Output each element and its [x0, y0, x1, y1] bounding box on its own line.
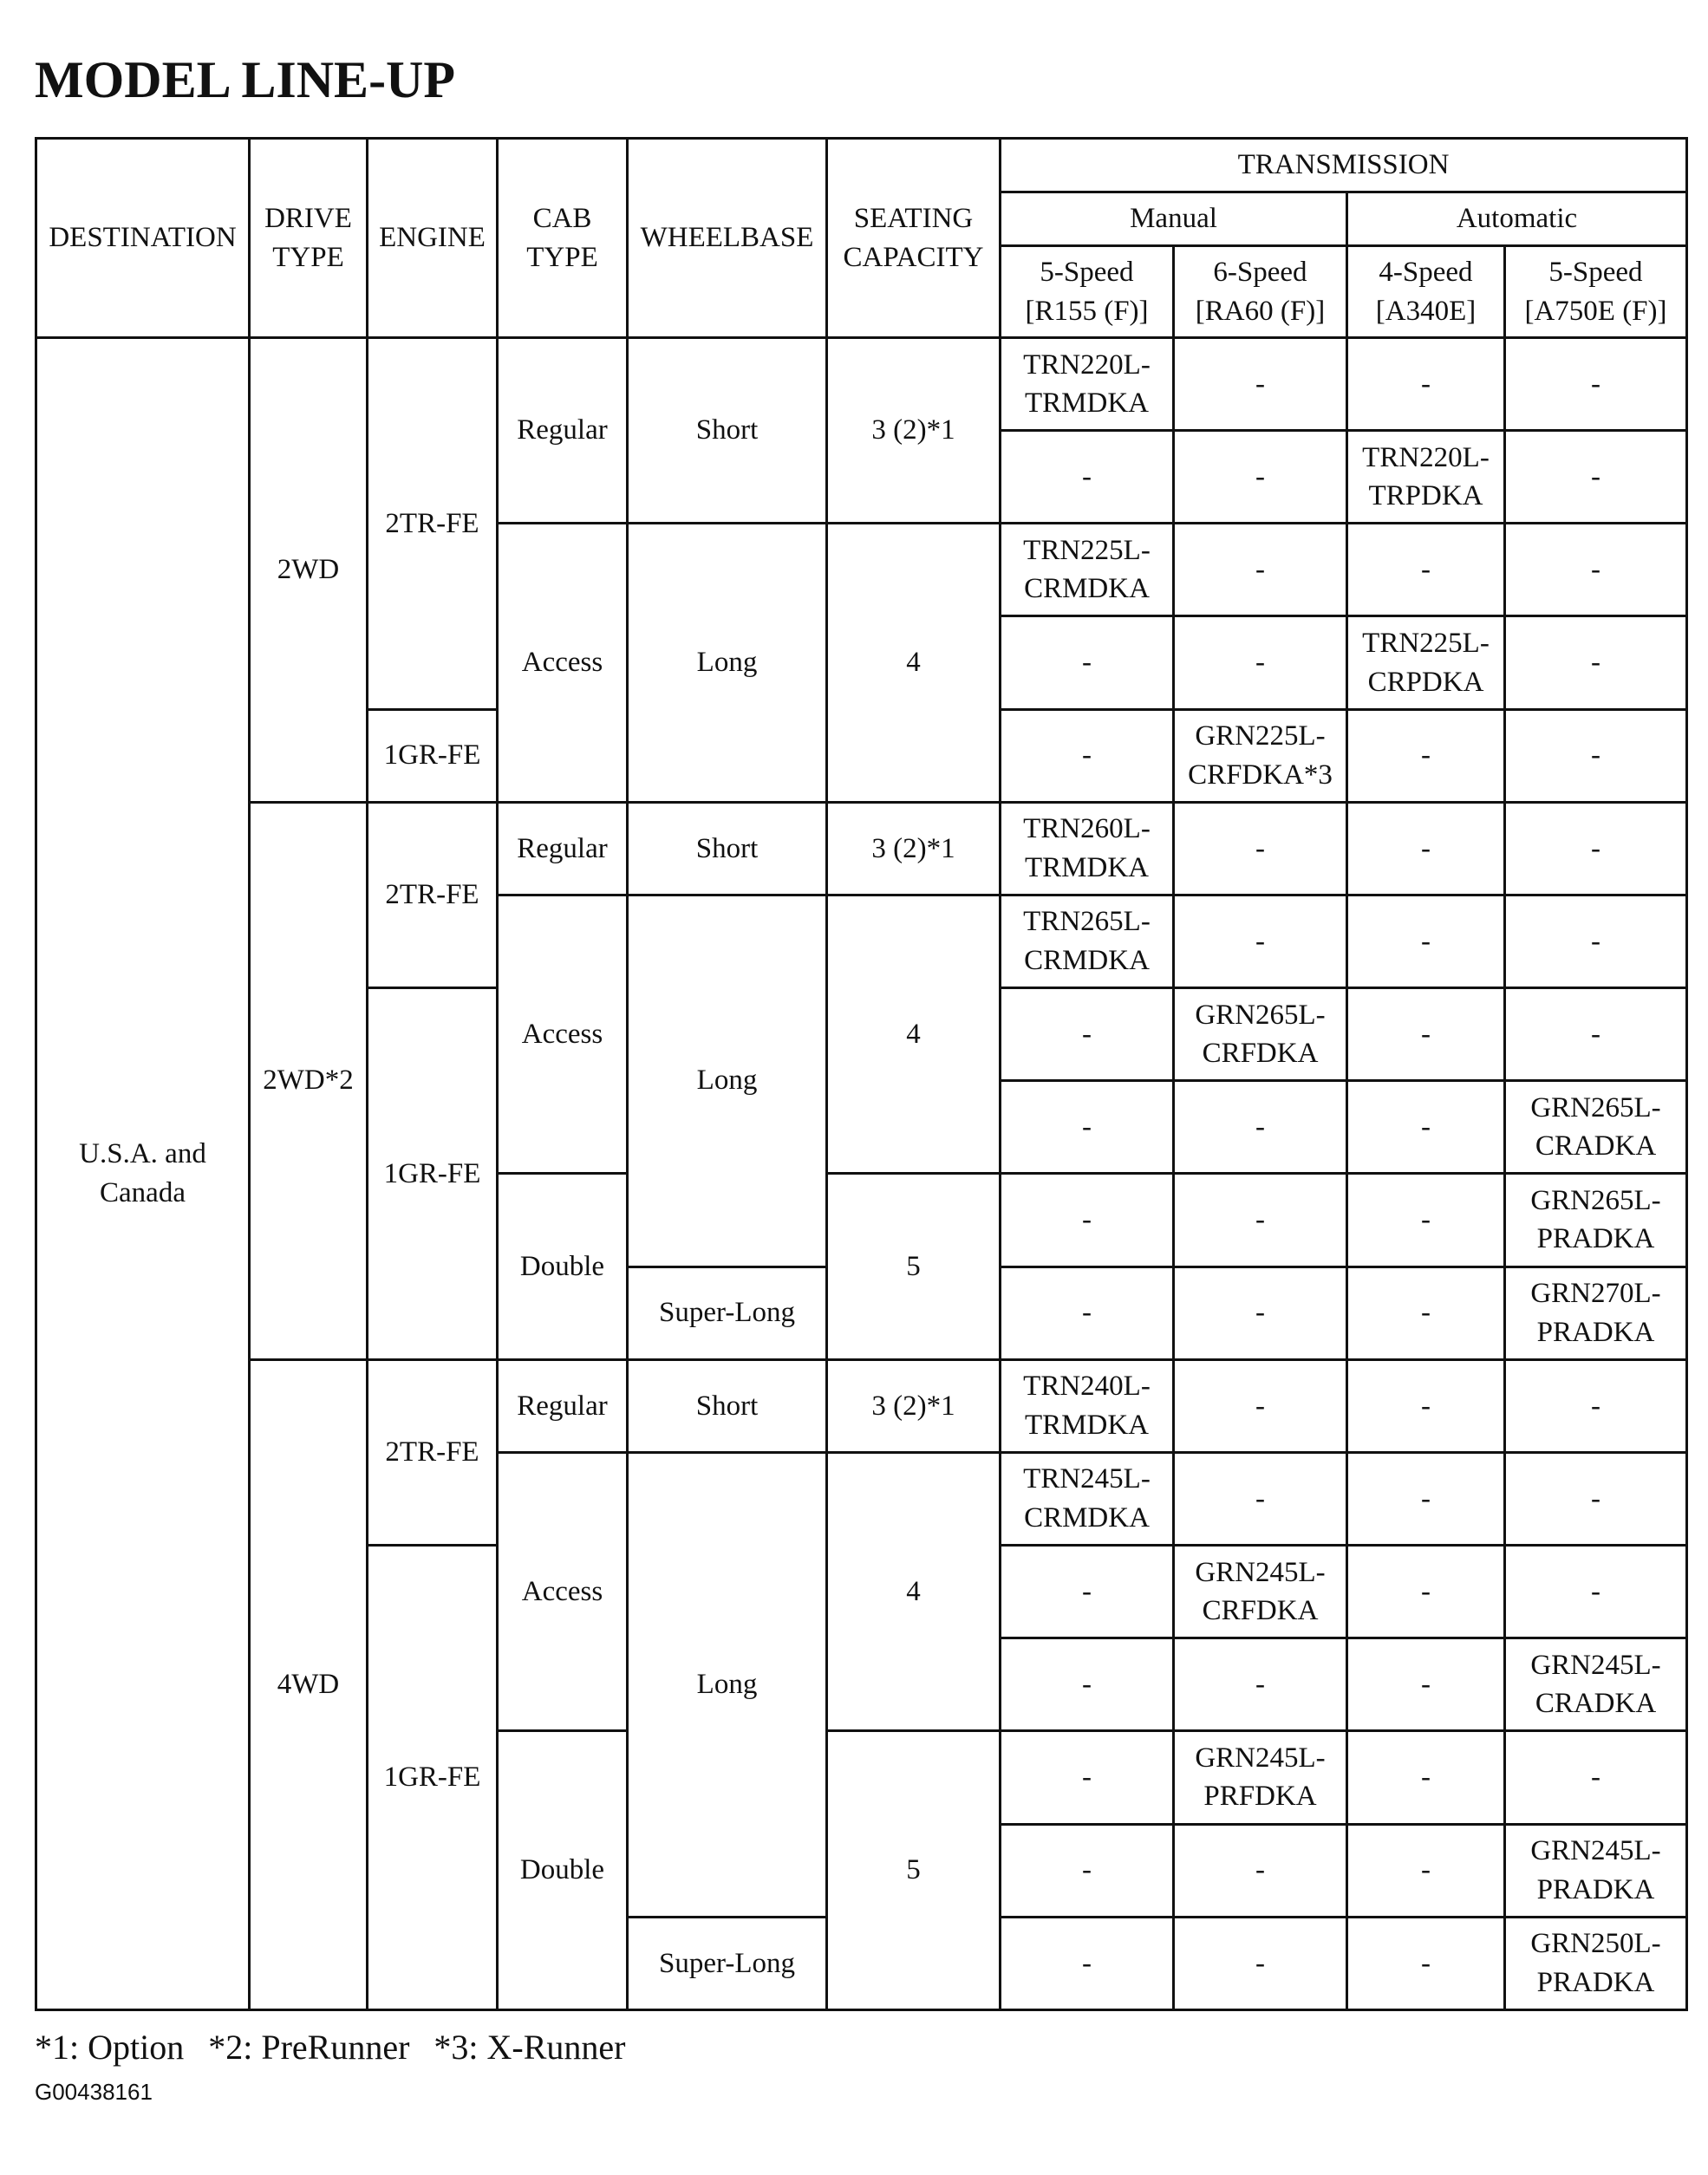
- model-cell: -: [1001, 1638, 1174, 1731]
- model-cell: -: [1174, 338, 1347, 431]
- header-manual-6-speed: 6-Speed [RA60 (F)]: [1174, 246, 1347, 338]
- model-cell: TRN225L-CRPDKA: [1347, 616, 1505, 709]
- cab-type-cell: Access: [498, 524, 628, 802]
- model-cell: -: [1505, 802, 1687, 895]
- drive-type-cell: 2WD: [250, 338, 368, 803]
- seating-cell: 5: [827, 1174, 1001, 1359]
- header-manual-5-speed: 5-Speed [R155 (F)]: [1001, 246, 1174, 338]
- footnote-prerunner: *2: PreRunner: [208, 2028, 410, 2067]
- model-cell: -: [1001, 1917, 1174, 2009]
- model-cell: TRN225L-CRMDKA: [1001, 524, 1174, 616]
- model-cell: -: [1174, 802, 1347, 895]
- model-cell: -: [1174, 1824, 1347, 1917]
- cab-type-cell: Regular: [498, 1359, 628, 1452]
- header-destination: DESTINATION: [36, 139, 250, 338]
- model-cell: -: [1174, 524, 1347, 616]
- model-cell: -: [1347, 1359, 1505, 1452]
- model-cell: GRN250L-PRADKA: [1505, 1917, 1687, 2009]
- model-cell: GRN265L-CRADKA: [1505, 1081, 1687, 1174]
- model-cell: -: [1174, 1452, 1347, 1545]
- model-cell: -: [1174, 895, 1347, 987]
- model-cell: -: [1505, 988, 1687, 1081]
- model-cell: -: [1347, 1638, 1505, 1731]
- model-cell: -: [1347, 802, 1505, 895]
- model-cell: -: [1505, 1546, 1687, 1638]
- footnote-x-runner: *3: X-Runner: [434, 2028, 626, 2067]
- engine-cell: 1GR-FE: [368, 1546, 498, 2010]
- wheelbase-cell: Long: [628, 895, 827, 1267]
- model-cell: GRN270L-PRADKA: [1505, 1267, 1687, 1359]
- seating-cell: 4: [827, 1452, 1001, 1730]
- model-cell: -: [1001, 431, 1174, 524]
- footnotes: [35, 2027, 642, 2068]
- wheelbase-cell: Short: [628, 802, 827, 895]
- cab-type-cell: Double: [498, 1731, 628, 2010]
- engine-cell: 2TR-FE: [368, 338, 498, 710]
- figure-code: G00438161: [35, 2079, 153, 2105]
- model-cell: TRN240L-TRMDKA: [1001, 1359, 1174, 1452]
- model-cell: -: [1347, 1824, 1505, 1917]
- model-cell: -: [1347, 1174, 1505, 1267]
- engine-cell: 1GR-FE: [368, 988, 498, 1360]
- wheelbase-cell: Super-Long: [628, 1917, 827, 2009]
- model-cell: -: [1174, 1917, 1347, 2009]
- model-cell: -: [1505, 338, 1687, 431]
- model-cell: -: [1347, 524, 1505, 616]
- wheelbase-cell: Short: [628, 338, 827, 524]
- cab-type-cell: Access: [498, 1452, 628, 1730]
- header-wheelbase: WHEELBASE: [628, 139, 827, 338]
- cab-type-cell: Access: [498, 895, 628, 1173]
- seating-cell: 3 (2)*1: [827, 1359, 1001, 1452]
- model-cell: -: [1001, 1824, 1174, 1917]
- model-cell: -: [1001, 1546, 1174, 1638]
- model-cell: -: [1001, 616, 1174, 709]
- header-engine: ENGINE: [368, 139, 498, 338]
- model-cell: -: [1347, 709, 1505, 802]
- model-cell: -: [1347, 1452, 1505, 1545]
- model-cell: -: [1347, 988, 1505, 1081]
- header-auto-4-speed: 4-Speed [A340E]: [1347, 246, 1505, 338]
- drive-type-cell: 4WD: [250, 1359, 368, 2009]
- model-cell: GRN245L-CRADKA: [1505, 1638, 1687, 1731]
- page-title: MODEL LINE-UP: [35, 51, 456, 108]
- model-cell: -: [1347, 338, 1505, 431]
- model-lineup-table: [35, 137, 1688, 2011]
- model-cell: -: [1001, 1174, 1174, 1267]
- seating-cell: 4: [827, 524, 1001, 802]
- model-cell: -: [1001, 1731, 1174, 1824]
- model-cell: TRN220L-TRMDKA: [1001, 338, 1174, 431]
- footnote-option: *1: Option: [35, 2028, 185, 2067]
- model-cell: -: [1001, 988, 1174, 1081]
- model-cell: -: [1505, 1452, 1687, 1545]
- model-cell: -: [1001, 1267, 1174, 1359]
- model-cell: -: [1505, 895, 1687, 987]
- model-cell: -: [1174, 431, 1347, 524]
- header-automatic: Automatic: [1347, 192, 1687, 246]
- model-cell: TRN245L-CRMDKA: [1001, 1452, 1174, 1545]
- model-cell: TRN265L-CRMDKA: [1001, 895, 1174, 987]
- model-cell: GRN225L-CRFDKA*3: [1174, 709, 1347, 802]
- wheelbase-cell: Super-Long: [628, 1267, 827, 1359]
- header-seating-capacity: SEATING CAPACITY: [827, 139, 1001, 338]
- model-cell: -: [1505, 709, 1687, 802]
- model-cell: -: [1347, 1917, 1505, 2009]
- model-cell: GRN245L-PRFDKA: [1174, 1731, 1347, 1824]
- model-cell: -: [1505, 1359, 1687, 1452]
- model-cell: -: [1347, 1731, 1505, 1824]
- model-cell: TRN220L-TRPDKA: [1347, 431, 1505, 524]
- seating-cell: 3 (2)*1: [827, 802, 1001, 895]
- model-cell: -: [1001, 1081, 1174, 1174]
- seating-cell: 5: [827, 1731, 1001, 2010]
- wheelbase-cell: Long: [628, 1452, 827, 1917]
- header-auto-5-speed: 5-Speed [A750E (F)]: [1505, 246, 1687, 338]
- model-cell: -: [1174, 1267, 1347, 1359]
- model-cell: GRN265L-CRFDKA: [1174, 988, 1347, 1081]
- header-manual: Manual: [1001, 192, 1347, 246]
- engine-cell: 1GR-FE: [368, 709, 498, 802]
- model-cell: -: [1347, 1546, 1505, 1638]
- seating-cell: 3 (2)*1: [827, 338, 1001, 524]
- model-cell: -: [1505, 524, 1687, 616]
- model-cell: -: [1505, 616, 1687, 709]
- model-cell: -: [1174, 1081, 1347, 1174]
- engine-cell: 2TR-FE: [368, 802, 498, 987]
- model-cell: -: [1174, 1174, 1347, 1267]
- wheelbase-cell: Short: [628, 1359, 827, 1452]
- cab-type-cell: Regular: [498, 802, 628, 895]
- header-cab-type: CAB TYPE: [498, 139, 628, 338]
- model-cell: -: [1347, 1267, 1505, 1359]
- model-cell: -: [1001, 709, 1174, 802]
- model-cell: TRN260L-TRMDKA: [1001, 802, 1174, 895]
- model-cell: GRN265L-PRADKA: [1505, 1174, 1687, 1267]
- header-transmission: TRANSMISSION: [1001, 139, 1687, 192]
- engine-cell: 2TR-FE: [368, 1359, 498, 1545]
- model-cell: -: [1174, 1359, 1347, 1452]
- wheelbase-cell: Long: [628, 524, 827, 802]
- header-drive-type: DRIVE TYPE: [250, 139, 368, 338]
- destination-cell: U.S.A. and Canada: [36, 338, 250, 2010]
- cab-type-cell: Regular: [498, 338, 628, 524]
- cab-type-cell: Double: [498, 1174, 628, 1359]
- model-cell: -: [1347, 1081, 1505, 1174]
- model-cell: -: [1174, 616, 1347, 709]
- model-cell: -: [1505, 431, 1687, 524]
- seating-cell: 4: [827, 895, 1001, 1173]
- model-cell: -: [1505, 1731, 1687, 1824]
- drive-type-cell: 2WD*2: [250, 802, 368, 1359]
- model-cell: GRN245L-PRADKA: [1505, 1824, 1687, 1917]
- model-cell: -: [1347, 895, 1505, 987]
- model-cell: -: [1174, 1638, 1347, 1731]
- model-cell: GRN245L-CRFDKA: [1174, 1546, 1347, 1638]
